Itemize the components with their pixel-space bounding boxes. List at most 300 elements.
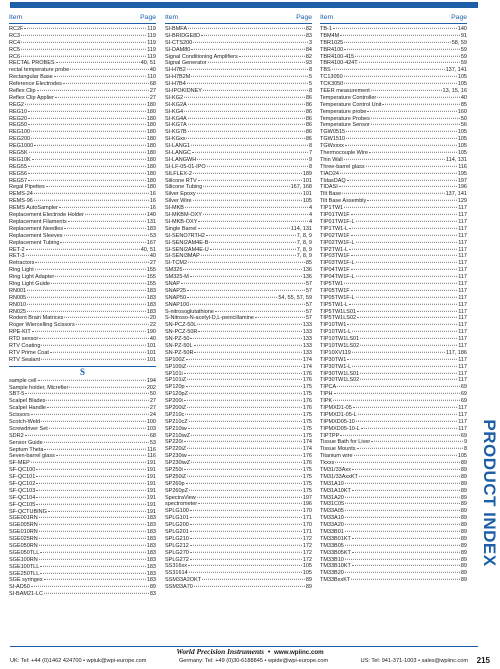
index-entry [165, 536, 312, 543]
entry-page: 7, 8, 9 [296, 253, 312, 260]
entry-page: 105 [457, 143, 467, 150]
index-entry [165, 412, 312, 419]
entry-page: 197 [457, 177, 467, 184]
entry-name: SNAP25 [165, 287, 187, 294]
index-entry [320, 129, 467, 136]
entry-name: SPLG100 [165, 508, 189, 515]
entry-name: SF-QCTUBING [9, 508, 47, 515]
index-entry [9, 205, 156, 212]
entry-name: SP230iw [165, 453, 187, 460]
entry-page: 191 [146, 508, 156, 515]
entry-name: SF-QC104 [9, 494, 36, 501]
index-entry [320, 405, 467, 412]
index-entry [9, 122, 156, 129]
entry-page: 117 [458, 308, 467, 315]
index-entry [9, 191, 156, 198]
entry-name: SGE025RN [9, 536, 38, 543]
index-entry [320, 247, 467, 254]
dot-leader [198, 228, 290, 229]
index-entry [320, 570, 467, 577]
index-entry [165, 550, 312, 557]
entry-name: SN-PCZ-50L [165, 322, 197, 329]
entry-page: 27 [149, 405, 156, 412]
entry-name: SI-CTS200 [165, 39, 193, 46]
entry-name: Signal Generator [165, 60, 207, 67]
entry-name: SNAP50 [165, 294, 187, 301]
entry-page: 105 [457, 150, 467, 157]
index-entry [9, 302, 156, 309]
entry-page: 183 [146, 536, 156, 543]
index-entry [320, 453, 467, 460]
index-entry [165, 233, 312, 240]
index-entry [165, 191, 312, 198]
dot-leader [189, 421, 302, 422]
entry-page: 133 [302, 336, 312, 343]
entry-name: REG56 [9, 170, 28, 177]
entry-name: Silver Epoxy [165, 191, 196, 198]
dot-leader [55, 97, 149, 98]
entry-page: 86 [305, 94, 312, 101]
entry-page: 4 [308, 205, 312, 212]
entry-name: TCK3050 [320, 81, 344, 88]
index-entry [165, 102, 312, 109]
index-entry [9, 536, 156, 543]
page-heading: Page [451, 14, 467, 21]
entry-page: 189 [302, 170, 312, 177]
index-entry [165, 501, 312, 508]
index-entry [9, 136, 156, 143]
dot-leader [206, 235, 296, 236]
entry-name: SP100Z [165, 356, 185, 363]
entry-name: SGE syringes [9, 577, 43, 584]
entry-name: TIPCA [320, 384, 337, 391]
entry-name: REG10K [9, 156, 31, 163]
entry-name: SP210cZ [165, 418, 188, 425]
index-entry [9, 54, 156, 61]
dot-leader [34, 200, 149, 201]
entry-name: SF-MEP [9, 460, 30, 467]
entry-name: TM31A20 [320, 494, 344, 501]
entry-name: SI-KG4A [165, 115, 187, 122]
entry-name: SI-BMFA [165, 26, 188, 32]
entry-page: 89 [460, 467, 467, 473]
index-entry [9, 164, 156, 171]
entry-page: 191 [146, 494, 156, 501]
entry-page: 89 [460, 542, 467, 549]
index-entry [9, 460, 156, 467]
dot-leader [188, 262, 305, 263]
entry-page: 175 [302, 418, 312, 425]
entry-page: 170 [302, 508, 312, 515]
entry-page: 16 [149, 191, 156, 198]
dot-leader [351, 269, 458, 270]
entry-name: REG1000 [9, 143, 34, 150]
index-entry [9, 233, 156, 240]
dot-leader [255, 317, 305, 318]
entry-name: TIP01TW1F [320, 212, 350, 219]
entry-page: 119 [147, 46, 156, 53]
dot-leader [345, 503, 460, 504]
dot-leader [382, 104, 459, 105]
dot-leader [59, 207, 149, 208]
entry-name: Tissue Mounts [320, 446, 356, 453]
entry-page: 191 [146, 487, 156, 494]
index-entry [165, 439, 312, 446]
dot-leader [344, 159, 445, 160]
entry-page: 155 [146, 267, 156, 274]
dot-leader [25, 393, 149, 394]
entry-page: 119 [147, 26, 156, 32]
entry-name: SGE001RN [9, 515, 38, 522]
entry-page: 3 [308, 39, 312, 46]
dot-leader [198, 179, 302, 180]
index-entry [320, 446, 467, 453]
entry-name: SP120p [165, 384, 185, 391]
index-entry [9, 274, 156, 281]
page-number: 215 [476, 656, 490, 665]
footer-brand: World Precision Instruments • www.wpiinc.com [176, 647, 324, 656]
website-link[interactable]: www.wpiinc.com [274, 649, 324, 656]
entry-name: TIP5TW1LS01 [320, 308, 357, 315]
dot-leader [184, 110, 305, 111]
entry-page: 160 [457, 108, 467, 115]
index-entry [165, 281, 312, 288]
dot-leader [36, 503, 146, 504]
index-entry [9, 109, 156, 116]
dot-leader [349, 248, 457, 249]
index-entry [320, 33, 467, 40]
index-entry [9, 584, 156, 591]
dot-leader [191, 48, 305, 49]
entry-page: 89 [460, 577, 467, 584]
entry-name: RET-3 [9, 253, 25, 260]
entry-name: SI-IPOKIDNEY [165, 88, 202, 95]
dot-leader [366, 166, 458, 167]
dot-leader [356, 241, 458, 242]
entry-page: 89 [460, 570, 467, 577]
index-entry [320, 40, 467, 47]
entry-page: 183 [146, 529, 156, 536]
entry-name: REG100 [9, 129, 31, 136]
dot-leader [34, 145, 146, 146]
entry-page: 40 [460, 94, 467, 101]
index-entry [9, 447, 156, 454]
dot-leader [210, 248, 296, 249]
index-entry [320, 191, 467, 198]
index-entry [9, 253, 156, 260]
index-entry [165, 481, 312, 488]
entry-name: RN005 [9, 294, 27, 301]
entry-page: 175 [302, 467, 312, 473]
entry-page: 9 [463, 439, 467, 446]
index-entry [165, 116, 312, 123]
dot-leader [352, 331, 457, 332]
dot-leader [31, 414, 149, 415]
index-entry [320, 219, 467, 226]
entry-name: SM325 [165, 267, 183, 274]
entry-name: RTV Prime Coat [9, 349, 49, 356]
entry-page: 202 [146, 384, 156, 391]
item-heading: Item [320, 14, 334, 21]
entry-name: SP210iwZ [165, 432, 191, 439]
entry-page: 8 [308, 88, 312, 95]
entry-name: Tissue Bath for Liver [320, 439, 371, 446]
entry-page: 105 [302, 563, 312, 570]
dot-leader [360, 345, 457, 346]
dot-leader [35, 269, 146, 270]
dot-leader [202, 579, 305, 580]
dot-leader [190, 510, 302, 511]
dot-leader [64, 235, 149, 236]
dot-leader [187, 365, 302, 366]
index-entry [9, 591, 156, 598]
index-entry [9, 529, 156, 536]
index-entry [9, 577, 156, 584]
entry-page: 83 [149, 591, 156, 598]
index-entry [165, 577, 312, 584]
entry-name: SI-SENI2AM4E-B [165, 239, 209, 246]
index-entry [320, 481, 467, 488]
dot-leader [369, 152, 457, 153]
entry-page: 176 [302, 370, 312, 377]
index-entries [320, 26, 467, 584]
entry-page: 171 [302, 529, 312, 536]
entry-page: 22 [149, 322, 156, 329]
dot-leader [27, 303, 146, 304]
index-entry [320, 116, 467, 123]
entry-page: 57 [305, 280, 312, 287]
index-entry [165, 253, 312, 260]
entry-name: Temperature Controller [320, 94, 377, 101]
index-entry [9, 102, 156, 109]
entry-page: 7 [308, 150, 312, 157]
entry-name: SDR2 [9, 432, 24, 439]
index-entry [320, 267, 467, 274]
dot-leader [209, 241, 295, 242]
dot-leader [184, 400, 302, 401]
entry-page: 117 [458, 301, 467, 308]
entry-name: TIPMXD1-05-L [320, 411, 357, 418]
entry-page: 114, 131 [445, 156, 467, 163]
index-entry [320, 529, 467, 536]
index-entry [320, 274, 467, 281]
dot-leader [31, 586, 149, 587]
entry-page: 117 [458, 274, 467, 281]
dot-leader [344, 76, 457, 77]
entry-name: RTD sensor [9, 336, 39, 343]
index-entry [320, 26, 467, 33]
index-entry [165, 371, 312, 378]
entry-page: 183 [146, 287, 156, 294]
column-header [9, 14, 156, 24]
index-entry [165, 157, 312, 164]
dot-leader [56, 455, 146, 456]
entry-name: TIP5TW1LS02 [320, 315, 357, 322]
entry-page: 89 [460, 535, 467, 542]
entry-name: TBR4100-424T [320, 60, 358, 67]
index-entry [320, 350, 467, 357]
entry-page: 176 [302, 460, 312, 467]
index-entry [320, 371, 467, 378]
index-entry [165, 60, 312, 67]
entry-name: TIP10TW1LS01 [320, 336, 360, 343]
dot-leader [39, 517, 146, 518]
index-entry [320, 439, 467, 446]
entry-name: SS31614 [165, 570, 188, 577]
entry-page: 110 [147, 74, 156, 81]
entry-page: 180 [146, 129, 156, 136]
index-entry [165, 419, 312, 426]
index-entry [9, 509, 156, 516]
entry-page: 167, 168 [290, 184, 312, 191]
dot-leader [352, 489, 460, 490]
entry-name: S-nitrosoglutathione [165, 308, 214, 315]
entry-name: TM33B05KT [320, 549, 351, 556]
dot-leader [190, 524, 302, 525]
index-entry [320, 164, 467, 171]
index-entry [9, 488, 156, 495]
entry-name: Scalpel Handle [9, 405, 46, 412]
entry-page: 117 [458, 315, 467, 322]
index-entry [9, 426, 156, 433]
index-entry [320, 205, 467, 212]
index-entry [320, 102, 467, 109]
dot-leader [35, 262, 149, 263]
dot-leader [28, 166, 146, 167]
entry-name: Rodent Brain Matrices [9, 315, 64, 322]
entry-page: 180 [146, 170, 156, 177]
index-entry [165, 495, 312, 502]
entry-page: 191 [146, 467, 156, 474]
entry-name: SGE010RN [9, 529, 38, 536]
entry-page: 20 [149, 315, 156, 322]
index-entry [320, 384, 467, 391]
index-entry [9, 440, 156, 447]
entry-page: 89 [460, 529, 467, 536]
index-entry [9, 385, 156, 392]
dot-leader [190, 531, 302, 532]
dot-leader [28, 173, 146, 174]
index-entry [9, 495, 156, 502]
entry-page: 117 [458, 260, 467, 267]
dot-leader [377, 97, 460, 98]
dot-leader [193, 42, 308, 43]
dot-leader [194, 345, 302, 346]
entry-page: 180 [146, 122, 156, 129]
dot-leader [215, 310, 305, 311]
entry-name: REMS AutoSampler [9, 205, 58, 212]
entry-name: SPLG200 [165, 522, 189, 529]
entry-name: SGE050TLL [9, 549, 40, 556]
dot-leader [351, 290, 458, 291]
entry-page: 89 [460, 460, 467, 467]
entry-page: 176 [302, 453, 312, 460]
index-entry [165, 460, 312, 467]
entry-page: 197 [302, 494, 312, 501]
index-entry [320, 329, 467, 336]
entry-page: 180 [146, 115, 156, 122]
index-entry [165, 288, 312, 295]
dot-leader [24, 28, 146, 29]
dot-leader [40, 565, 146, 566]
dot-leader [352, 565, 460, 566]
entry-page: 176 [302, 398, 312, 405]
index-entry [165, 219, 312, 226]
entry-name: TM33B10 [320, 556, 344, 563]
entry-name: SN-PZ-50R [165, 349, 194, 356]
entry-page: 180 [146, 108, 156, 115]
dot-leader [193, 173, 302, 174]
entry-page: 137, 141 [445, 67, 467, 74]
dot-leader [356, 276, 458, 277]
entry-name: SI-TCM2 [165, 260, 187, 267]
dot-leader [351, 579, 460, 580]
dot-leader [345, 517, 460, 518]
index-entry [9, 26, 156, 33]
dot-leader [28, 179, 146, 180]
entry-name: TIPMXD05-10-L [320, 425, 360, 432]
entry-page: 183 [146, 563, 156, 570]
entry-page: 183 [146, 549, 156, 556]
dot-leader [371, 90, 442, 91]
dot-leader [183, 269, 301, 270]
entry-page: 7, 8, 9 [296, 246, 312, 253]
index-entry [9, 47, 156, 54]
entry-page: 86 [305, 101, 312, 108]
entry-name: rectal temperature probe [9, 67, 70, 74]
entry-page: 56 [460, 122, 467, 129]
dot-leader [340, 173, 457, 174]
entry-name: Scalpel Blades [9, 398, 46, 405]
dot-leader [188, 565, 302, 566]
entry-name: SP100iZ [165, 363, 187, 370]
us-contact: US: Tel: 941-371-1003 • sales@wpiinc.com [360, 658, 468, 664]
dot-leader [192, 152, 308, 153]
entry-page: 167 [146, 239, 156, 246]
index-entry [9, 295, 156, 302]
entry-page: 172 [302, 542, 312, 549]
index-entry [320, 47, 467, 54]
entry-name: Ring Light [9, 267, 34, 274]
dot-leader [186, 483, 302, 484]
dot-leader [39, 559, 146, 560]
index-entry [165, 322, 312, 329]
dot-leader [31, 131, 146, 132]
index-entry [165, 26, 312, 33]
entry-page: 116 [147, 453, 156, 460]
entry-page: 183 [146, 515, 156, 522]
dot-leader [357, 310, 457, 311]
entry-name: TM33B10KT [320, 563, 351, 570]
dot-leader [197, 159, 308, 160]
index-entry [165, 247, 312, 254]
dot-leader [187, 290, 305, 291]
entry-name: TM31C05 [320, 501, 345, 508]
dot-leader [184, 97, 305, 98]
entry-page: 24 [149, 412, 156, 419]
dot-leader [191, 145, 308, 146]
entry-name: Tilt Base [320, 191, 342, 198]
entry-name: SN-PZ-50 [165, 336, 190, 343]
dot-leader [28, 117, 146, 118]
index-entry [9, 150, 156, 157]
entry-name: TM33B20 [320, 570, 344, 577]
entry-name: TBR4100 [320, 46, 344, 53]
entry-page: 117 [458, 225, 467, 232]
entry-name: Single Barrel [165, 225, 197, 232]
entry-page: 7, 8, 9 [296, 239, 312, 246]
index-entry [9, 184, 156, 191]
